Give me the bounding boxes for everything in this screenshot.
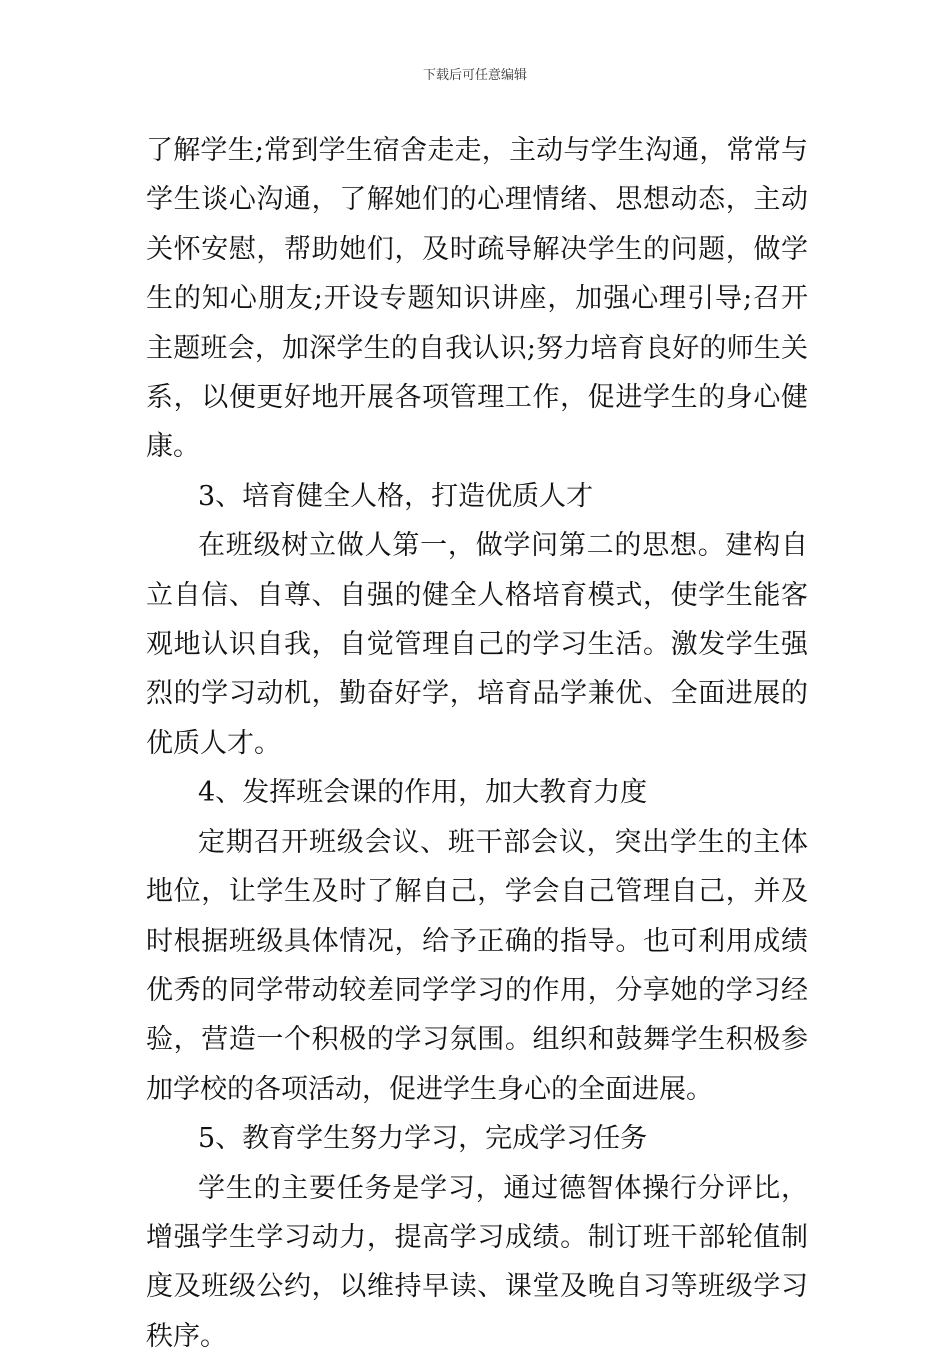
page-header: 下载后可任意编辑 [422,68,527,83]
paragraph-continuation: 了解学生;常到学生宿舍走走，主动与学生沟通，常常与学生谈心沟通，了解她们的心理情绪、思想动态，主动关怀安慰，帮助她们，及时疏导解决学生的问题，做学生的知心朋友;开设专题知识讲座，加强心理引导;召开主题班会，加深学生的自我认识;努力培育良好的师生关系，以便更好地开展各项管理工作，促进学生的身心健康。 [146,135,808,463]
section-heading-4: 4、发挥班会课的作用，加大教育力度 [198,777,648,809]
paragraph-section-5: 学生的主要任务是学习，通过德智体操行分评比，增强学生学习动力，提高学习成绩。制订班干部轮值制度及班级公约，以维持早读、课堂及晚自习等班级学习秩序。 [146,1172,808,1352]
section-heading-5: 5、教育学生努力学习，完成学习任务 [198,1123,648,1155]
paragraph-section-3: 在班级树立做人第一，做学问第二的思想。建构自立自信、自尊、自强的健全人格培育模式，使学生能客观地认识自我，自觉管理自己的学习生活。激发学生强烈的学习动机，勤奋好学，培育品学兼优、全面进展的优质人才。 [146,530,808,759]
section-heading-3: 3、培育健全人格，打造优质人才 [198,480,594,512]
paragraph-section-4: 定期召开班级会议、班干部会议，突出学生的主体地位，让学生及时了解自己，学会自己管理自己，并及时根据班级具体情况，给予正确的指导。也可利用成绩优秀的同学带动较差同学学习的作用，分享她的学习经验，营造一个积极的学习氛围。组织和鼓舞学生积极参加学校的各项活动，促进学生身心的全面进展。 [146,826,808,1105]
document-body [146,126,808,1361]
